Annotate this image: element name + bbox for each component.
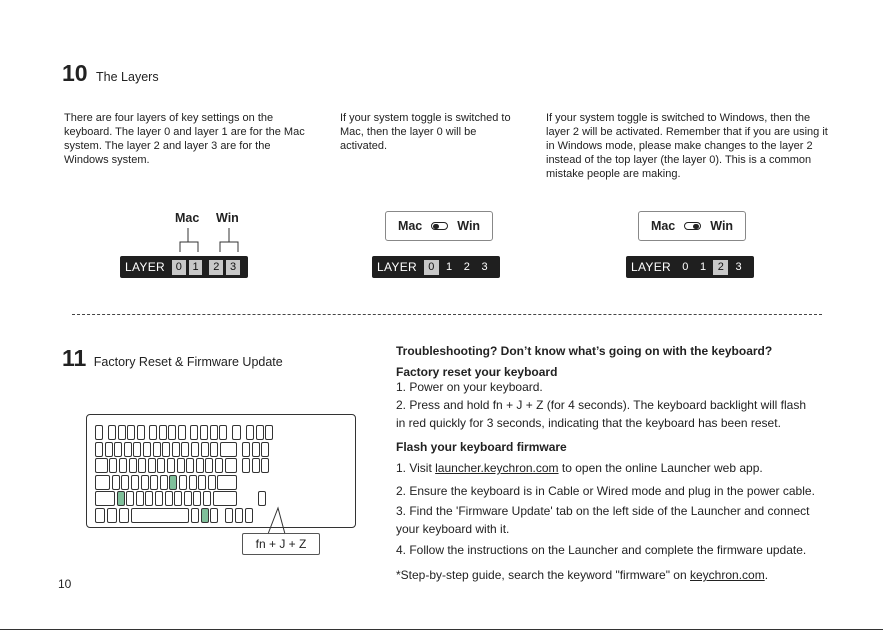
keycap [245, 508, 253, 523]
keycap [235, 508, 243, 523]
keycap [258, 491, 266, 506]
keycap [178, 425, 186, 440]
keycap [169, 475, 177, 490]
keycap [181, 442, 189, 457]
guide-note-post: . [764, 568, 769, 582]
bottom-rule [0, 629, 883, 630]
keycap [95, 491, 115, 506]
layers-intro-text: There are four layers of key settings on the keyboard. The layer 0 and layer 1 are for the Mac system. The layer 2 and layer 3 are for the Windows system. [64, 112, 305, 166]
toggle-mac-label: Mac [650, 219, 676, 233]
keycap [107, 508, 117, 523]
section-divider [72, 314, 822, 315]
keycap [137, 425, 145, 440]
keycap [198, 475, 206, 490]
keycap [160, 475, 168, 490]
keycap [232, 425, 241, 440]
callout-pointer [265, 505, 295, 535]
system-toggle-win [638, 211, 746, 241]
keycap [219, 425, 227, 440]
keycap [155, 491, 163, 506]
keyboard-illustration [86, 414, 356, 528]
keycap [126, 491, 134, 506]
reset-heading: Factory reset your keyboard [396, 365, 558, 379]
keycap [208, 475, 216, 490]
layer-bar-all [120, 256, 248, 278]
keycap [193, 491, 201, 506]
keycap [119, 508, 129, 523]
keycap [145, 491, 153, 506]
toggle-mac-label: Mac [397, 219, 423, 233]
layer-1: 1 [446, 261, 453, 273]
keycap [196, 458, 204, 473]
keycap [246, 425, 254, 440]
flash-heading: Flash your keyboard firmware [396, 440, 567, 454]
keycap [127, 425, 135, 440]
toggle-switch-icon [431, 222, 448, 230]
reset-step-2b: in red quickly for 3 seconds, indicating that the keyboard has been reset. [396, 416, 781, 430]
page-number: 10 [58, 577, 72, 591]
keycap [95, 425, 103, 440]
keycap [261, 458, 269, 473]
keycap [138, 458, 146, 473]
keycap [190, 425, 198, 440]
flash-step-1-post: to open the online Launcher web app. [558, 461, 763, 475]
keycap [220, 442, 238, 457]
keycap [95, 475, 110, 490]
toggle-switch-icon [684, 222, 701, 230]
guide-note-pre: *Step-by-step guide, search the keyword "firmware" on [396, 568, 690, 582]
section-title: The Layers [96, 70, 159, 84]
launcher-link[interactable]: launcher.keychron.com [435, 461, 559, 475]
keycap [225, 458, 238, 473]
keycap [165, 491, 173, 506]
keycap [117, 491, 125, 506]
keycap [167, 458, 175, 473]
keycap [153, 442, 161, 457]
keycap [157, 458, 165, 473]
keycap [172, 442, 180, 457]
keycap [242, 458, 250, 473]
keycap [119, 458, 127, 473]
section-11-heading [62, 345, 283, 372]
layer-bar-mac [372, 256, 500, 278]
section-number: 11 [62, 345, 87, 371]
flash-step-3a: 3. Find the 'Firmware Update' tab on the left side of the Launcher and connect [396, 504, 810, 518]
keycap [95, 442, 103, 457]
layer-label: LAYER [631, 260, 671, 274]
keycap [252, 458, 260, 473]
keycap [141, 475, 149, 490]
keycap [213, 491, 238, 506]
flash-step-4: 4. Follow the instructions on the Launcher and complete the firmware update. [396, 543, 807, 557]
layer-1: 1 [700, 261, 707, 273]
layer-bar-win [626, 256, 754, 278]
keycap [129, 458, 137, 473]
keycap [191, 442, 199, 457]
keycap [189, 475, 197, 490]
keycap [136, 491, 144, 506]
toggle-win-label: Win [457, 219, 481, 233]
layer-label: LAYER [125, 260, 165, 274]
keycap [184, 491, 192, 506]
layer-1: 1 [189, 260, 203, 275]
win-toggle-text: If your system toggle is switched to Windows, then the layer 2 will be activated. Remember that if you are using it in Windows mode, please make changes to the layer 2 instead of the top layer (the layer 0). This is a common mistake people are making. [546, 112, 828, 180]
layer-label: LAYER [377, 260, 417, 274]
keycap [217, 475, 237, 490]
section-number: 10 [62, 60, 88, 86]
keycap [118, 425, 126, 440]
keycap [131, 508, 189, 523]
flash-step-3b: your keyboard with it. [396, 522, 510, 536]
section-title: Factory Reset & Firmware Update [93, 355, 283, 369]
keycap [261, 442, 269, 457]
keycap [205, 458, 213, 473]
keycap [210, 442, 218, 457]
keycap [121, 475, 129, 490]
keycap [242, 442, 250, 457]
keycap [95, 458, 108, 473]
keycap [114, 442, 122, 457]
section-10-heading [62, 60, 159, 87]
keycap [210, 508, 218, 523]
keycap [150, 475, 158, 490]
layer-2: 2 [713, 260, 728, 275]
keychron-link[interactable]: keychron.com [690, 568, 765, 582]
keycap [159, 425, 167, 440]
mac-label: Mac [175, 211, 200, 225]
mac-toggle-text: If your system toggle is switched to Mac, then the layer 0 will be activated. [340, 112, 511, 152]
win-label: Win [216, 211, 239, 225]
system-toggle-mac [385, 211, 493, 241]
keycap [109, 458, 117, 473]
keycap [203, 491, 211, 506]
keycap [174, 491, 182, 506]
keycap [201, 442, 209, 457]
keycap [162, 442, 170, 457]
bracket-lines [170, 226, 250, 258]
layer-3: 3 [735, 261, 742, 273]
keycap [191, 508, 199, 523]
keycap [265, 425, 273, 440]
keycap [131, 475, 139, 490]
layer-3: 3 [226, 260, 240, 275]
keycap [256, 425, 264, 440]
layer-0: 0 [424, 260, 439, 275]
keycap [133, 442, 141, 457]
keycap [252, 442, 260, 457]
keycap [124, 442, 132, 457]
keycap [225, 508, 233, 523]
toggle-win-label: Win [710, 219, 734, 233]
flash-step-1-pre: 1. Visit [396, 461, 436, 475]
keycap [179, 475, 187, 490]
keycap [148, 458, 156, 473]
keycap [242, 491, 257, 506]
keycap [186, 458, 194, 473]
keycap [168, 425, 176, 440]
keycap [108, 425, 116, 440]
layer-2: 2 [463, 261, 470, 273]
layer-0: 0 [172, 260, 186, 275]
keycap [201, 508, 209, 523]
flash-step-1 [396, 461, 763, 476]
keycap [112, 475, 120, 490]
reset-step-1: 1. Power on your keyboard. [396, 380, 543, 394]
layer-3: 3 [481, 261, 488, 273]
keycap [143, 442, 151, 457]
keycap [149, 425, 157, 440]
keycap [105, 442, 113, 457]
key-combo-callout: fn + J + Z [242, 533, 320, 555]
flash-step-2: 2. Ensure the keyboard is in Cable or Wired mode and plug in the power cable. [396, 484, 815, 498]
troubleshooting-heading: Troubleshooting? Don’t know what’s going on with the keyboard? [396, 344, 773, 358]
keycap [177, 458, 185, 473]
keycap [95, 508, 105, 523]
layer-2: 2 [209, 260, 223, 275]
layer-0: 0 [682, 261, 689, 273]
reset-step-2a: 2. Press and hold fn + J + Z (for 4 seconds). The keyboard backlight will flash [396, 398, 806, 412]
keycap [210, 425, 218, 440]
guide-note [396, 568, 768, 583]
keycap [215, 458, 223, 473]
keycap [200, 425, 208, 440]
